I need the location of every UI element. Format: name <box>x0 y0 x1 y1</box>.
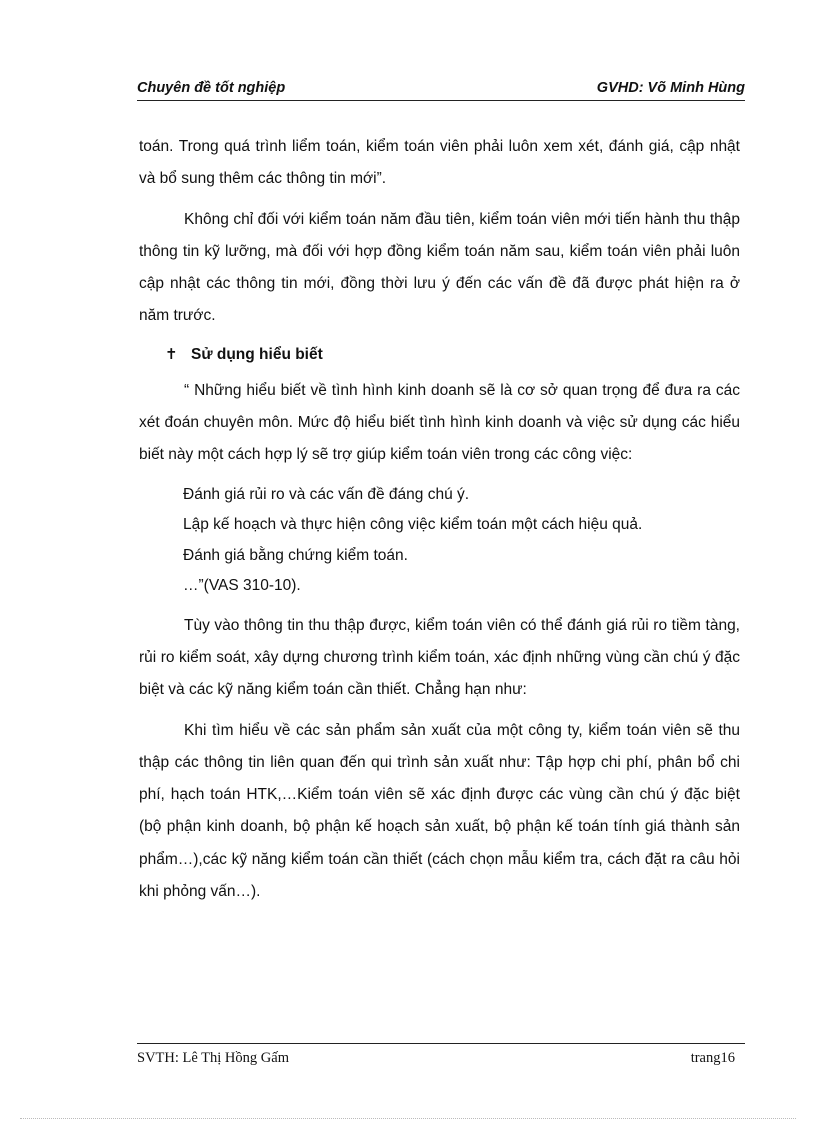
header-supervisor: GVHD: Võ Minh Hùng <box>596 80 745 96</box>
paragraph-first-year-audit: Không chỉ đối với kiểm toán năm đầu tiên, kiểm toán viên mới tiến hành thu thập thông tin kỹ lưỡng, mà đối với hợp đồng kiểm toán năm sau, kiểm toán viên phải luôn cập nhật các thông tin mới, đồng thời lưu ý đến các vấn đề đã được phát hiện ra ở năm trước. <box>139 210 740 325</box>
section-heading <box>139 341 740 369</box>
page-header <box>137 80 745 101</box>
paragraph-using-knowledge: “ Những hiểu biết về tình hình kinh doanh sẽ là cơ sở quan trọng để đưa ra các xét đoán chuyên môn. Mức độ hiểu biết tình hình kinh doanh và việc sử dụng các hiểu biết này một cách hợp lý sẽ trợ giúp kiểm toán viên trong các công việc: <box>139 381 740 464</box>
paragraph-continuation: toán. Trong quá trình liểm toán, kiểm toán viên phải luôn xem xét, đánh giá, cập nhật và bổ sung thêm các thông tin mới”. <box>139 138 740 188</box>
page-bottom-divider <box>20 1118 796 1119</box>
section-title: Sử dụng hiểu biết <box>191 345 323 363</box>
list-item: Đánh giá bằng chứng kiểm toán. <box>183 546 408 564</box>
list-item: Đánh giá rủi ro và các vấn đề đáng chú ý. <box>183 485 470 503</box>
list-item: …”(VAS 310-10). <box>183 577 301 595</box>
header-document-title: Chuyên đề tốt nghiệp <box>137 80 286 96</box>
page-footer <box>137 1043 745 1066</box>
cross-bullet-icon: ✝ <box>165 345 178 363</box>
footer-student: SVTH: Lê Thị Hồng Gấm <box>137 1050 289 1066</box>
list-item: Lập kế hoạch và thực hiện công việc kiểm toán một cách hiệu quả. <box>183 516 643 534</box>
paragraph-risk-assessment: Tùy vào thông tin thu thập được, kiểm toán viên có thể đánh giá rủi ro tiềm tàng, rủi ro kiểm soát, xây dựng chương trình kiểm toán, xác định những vùng cần chú ý đặc biệt và các kỹ năng kiểm toán cần thiết. Chẳng hạn như: <box>139 616 740 699</box>
paragraph-example: Khi tìm hiểu về các sản phẩm sản xuất của một công ty, kiểm toán viên sẽ thu thập các thông tin liên quan đến qui trình sản xuất như: Tập hợp chi phí, phân bổ chi phí, hạch toán HTK,…Kiểm toán viên sẽ xác định được các vùng cần chú ý đặc biệt (bộ phận kinh doanh, bộ phận kế hoạch sản xuất, bộ phận kế toán tính giá thành sản phẩm…),các kỹ năng kiểm toán cần thiết (cách chọn mẫu kiểm tra, cách đặt ra câu hỏi khi phỏng vấn…). <box>139 721 740 901</box>
document-body <box>139 131 740 908</box>
task-list <box>139 480 740 602</box>
page-number: trang16 <box>690 1050 735 1066</box>
